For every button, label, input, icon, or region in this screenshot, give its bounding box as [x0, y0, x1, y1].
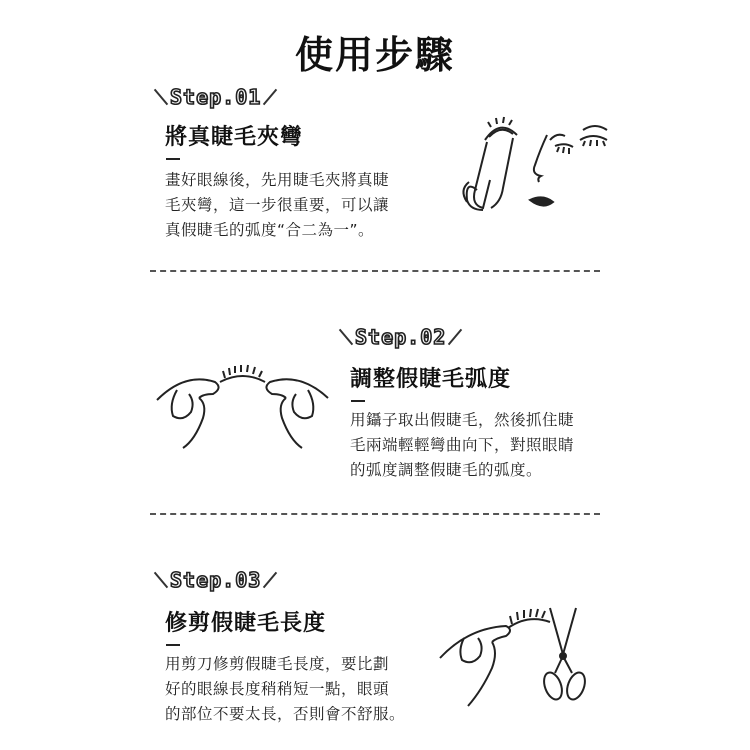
step-02-description: 用鑷子取出假睫毛，然後抓住睫 毛兩端輕輕彎曲向下，對照眼睛 的弧度調整假睫毛的弧度。: [350, 411, 575, 479]
step-01-label: Step.01: [170, 85, 262, 109]
step-02-label: Step.02: [355, 325, 447, 349]
step-03-label: Step.03: [170, 568, 262, 592]
step-03-description: 用剪刀修剪假睫毛長度，要比劃 好的眼線長度稍稍短一點，眼頭 的部位不要太長，否則會不舒服。: [165, 655, 406, 723]
scissors-trimming-lash-illustration: [438, 598, 603, 708]
section-divider: [150, 270, 600, 272]
hands-bending-lash-illustration: [155, 360, 330, 450]
step-01-badge: [160, 85, 271, 109]
section-divider: [150, 513, 600, 515]
step-02-heading: 調整假睫毛弧度: [350, 367, 512, 392]
step-03-heading: 修剪假睫毛長度: [165, 611, 327, 636]
badge-slash-left: [154, 572, 168, 589]
badge-slash-left: [154, 89, 168, 106]
badge-slash-left: [339, 329, 353, 346]
step-02-dash: [351, 400, 365, 402]
step-03-dash: [166, 644, 180, 646]
badge-slash-right: [448, 329, 462, 346]
page-title: 使用步驟: [294, 33, 455, 77]
badge-slash-right: [263, 89, 277, 106]
step-01-heading: 將真睫毛夾彎: [165, 125, 304, 150]
step-01-description: 畫好眼線後，先用睫毛夾將真睫 毛夾彎，這一步很重要，可以讓 真假睫毛的弧度“合二為一”。: [165, 171, 390, 239]
step-01-dash: [166, 158, 180, 160]
step-02-badge: [345, 325, 456, 349]
eyelash-curler-face-illustration: [455, 110, 615, 220]
badge-slash-right: [263, 572, 277, 589]
step-03-badge: [160, 568, 271, 592]
